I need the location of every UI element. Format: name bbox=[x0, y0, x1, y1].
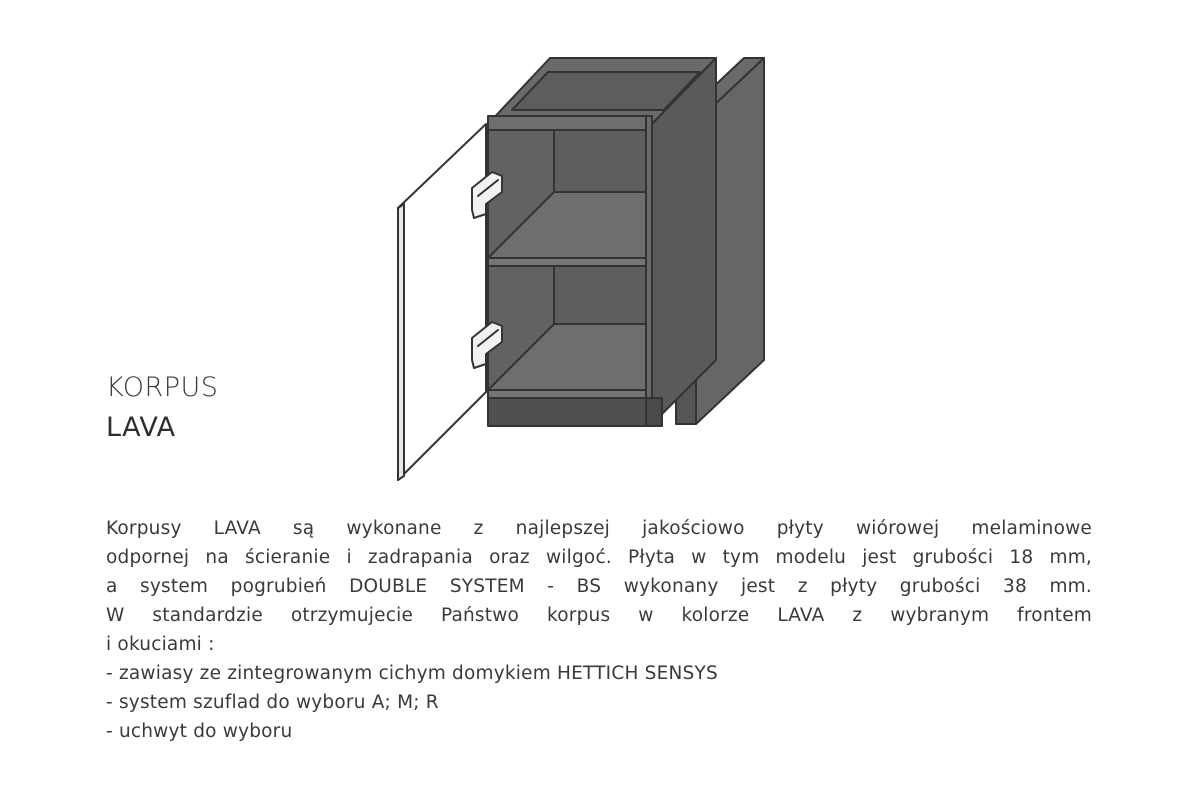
door-face bbox=[398, 124, 486, 480]
bullet-drawers: - system szuflad do wyboru A; M; R bbox=[106, 692, 439, 713]
bullet-hinges: - zawiasy ze zintegrowanym cichym domykiem HETTICH SENSYS bbox=[106, 663, 718, 684]
description bbox=[106, 514, 1092, 746]
description-line-2: odpornej na ścieranie i zadrapania oraz wilgoć. Płyta w tym modelu jest grubości 18 mm, bbox=[106, 547, 1092, 568]
plinth-side bbox=[646, 398, 662, 426]
heading-lava: LAVA bbox=[106, 412, 176, 443]
description-line-5: i okuciami : bbox=[106, 634, 215, 655]
front-top-rail bbox=[488, 116, 652, 130]
shelf-bottom-front bbox=[488, 390, 646, 398]
heading-korpus: KORPUS bbox=[106, 372, 219, 403]
plinth-front bbox=[488, 398, 646, 426]
door-edge bbox=[398, 204, 404, 480]
shelf-upper-front bbox=[488, 258, 646, 266]
bullet-handle: - uchwyt do wyboru bbox=[106, 721, 293, 742]
description-line-1: Korpusy LAVA są wykonane z najlepszej jakościowo płyty wiórowej melaminowe bbox=[106, 518, 1092, 539]
description-line-4: W standardzie otrzymujecie Państwo korpus w kolorze LAVA z wybranym frontem bbox=[106, 605, 1092, 626]
carcass-right-side bbox=[652, 58, 716, 424]
description-line-3: a system pogrubień DOUBLE SYSTEM - BS wykonany jest z płyty grubości 38 mm. bbox=[106, 576, 1092, 597]
